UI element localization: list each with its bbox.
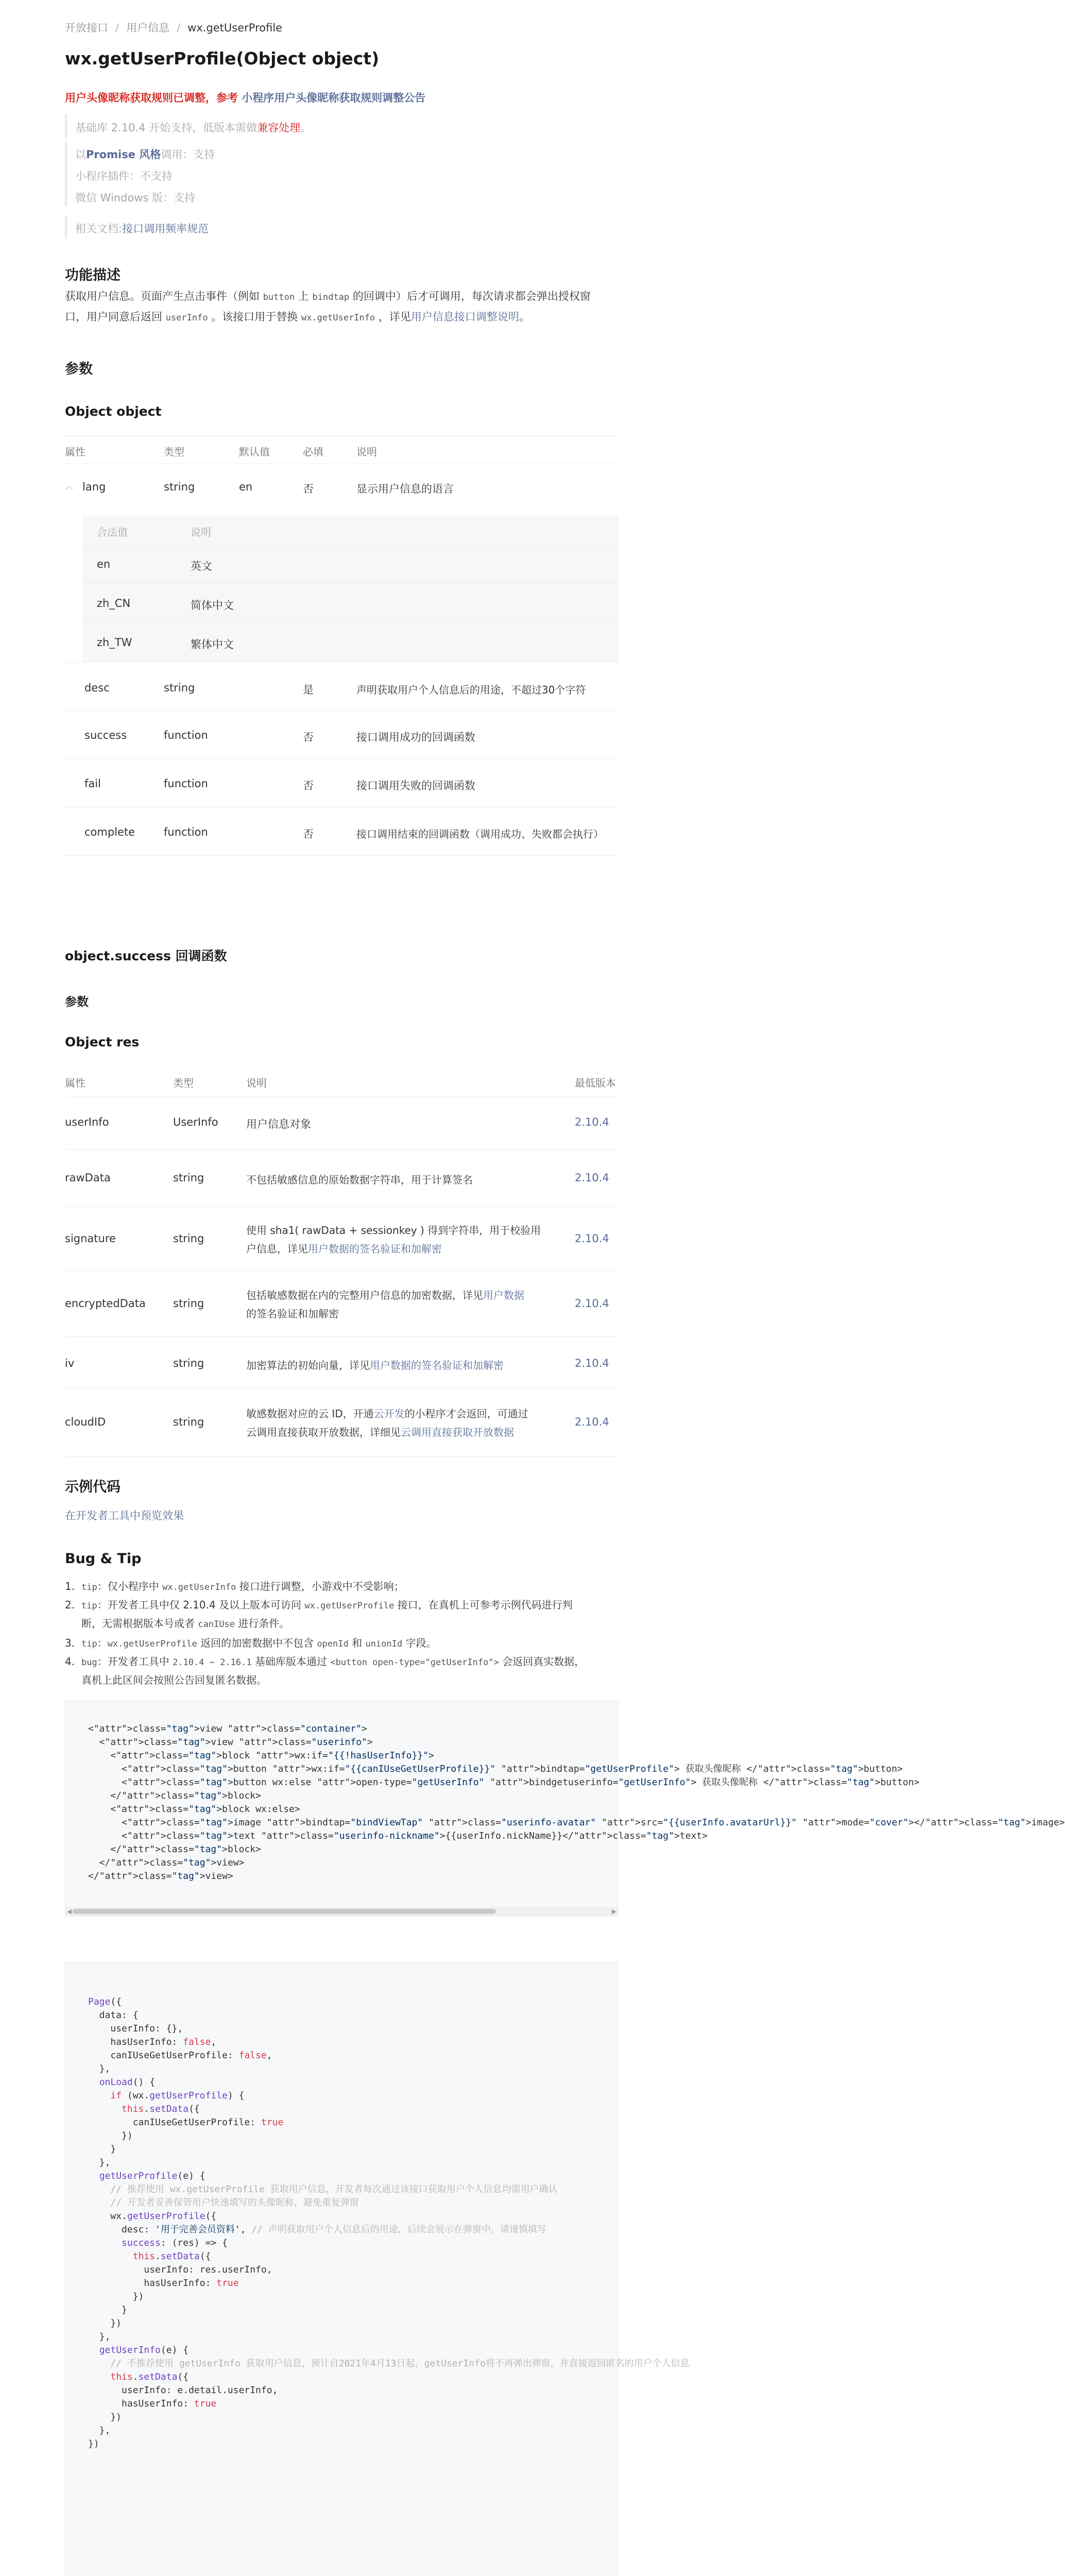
code-line: onLoad() { (99, 2077, 156, 2088)
code-line: }, (88, 2157, 111, 2168)
code-line: } (88, 2144, 116, 2155)
signature-doc-link[interactable]: 用户数据的签名验证和加解密 (370, 1359, 504, 1371)
table-row: en 英文 (82, 545, 619, 584)
code-line: if (wx.getUserProfile) { (110, 2090, 245, 2101)
code-line: // 开发者妥善保管用户快速填写的头像昵称，避免重复弹窗 (110, 2197, 359, 2208)
notice (65, 90, 425, 105)
code-line: success: (res) => { (122, 2238, 228, 2248)
code-line: <"attr">class="tag">block "attr">wx:if="{{!hasUserInfo}}"> (88, 1750, 434, 1761)
code-line: data: { (88, 2010, 139, 2021)
rate-limit-link[interactable]: 接口调用频率规范 (122, 223, 209, 235)
promise-support: 以Promise 风格调用：支持 (75, 148, 215, 161)
code-line: // 推荐使用 wx.getUserProfile 获取用户信息，开发者每次通过该接口获取用户个人信息均需用户确认 (110, 2184, 558, 2195)
code-line: <"attr">class="tag">image "attr">bindtap="bindViewTap" "attr">class="userinfo-avatar" "attr">src="{{userInfo.avatarUrl}}" "attr">mode="cover"></"attr">class="tag">image> (88, 1817, 1065, 1828)
code-line: }) (88, 2318, 122, 2329)
code-line: hasUserInfo: true (88, 2398, 217, 2409)
code-line: }) (88, 2412, 122, 2422)
list-item: 3. tip：wx.getUserProfile 返回的加密数据中不包含 openId 和 unionId 字段。 (65, 1637, 437, 1649)
scroll-left-icon[interactable]: ◀ (67, 1908, 72, 1915)
table-row: rawData string 不包括敏感信息的原始数据字符串，用于计算签名 2.10.4 (65, 1150, 619, 1207)
scroll-right-icon[interactable]: ▶ (611, 1908, 616, 1915)
code-line: }, (88, 2063, 111, 2074)
code-line: }, (88, 2425, 111, 2436)
code-line: hasUserInfo: true (88, 2278, 239, 2289)
js-code (88, 1995, 690, 2451)
table-row: encryptedData string 包括敏感数据在内的完整用户信息的加密数据，详见用户数据 的签名验证和加解密 2.10.4 (65, 1270, 619, 1336)
breadcrumb-current: wx.getUserProfile (187, 22, 283, 34)
code-line: this.setData({ (122, 2104, 200, 2114)
code-line: canIUseGetUserProfile: false, (88, 2050, 272, 2061)
subsection-heading: Object res (65, 1035, 140, 1049)
signature-doc-link[interactable]: 用户数据 (483, 1289, 524, 1301)
compat-link[interactable]: 兼容处理 (257, 122, 301, 134)
table-row: success function 否 接口调用成功的回调函数 (65, 710, 619, 759)
js-code-block[interactable] (65, 1962, 690, 2576)
code-line: this.setData({ (132, 2251, 211, 2262)
code-line: userInfo: e.detail.userInfo, (88, 2385, 278, 2396)
table-row: fail function 否 接口调用失败的回调函数 (65, 759, 619, 807)
table-header: 属性 类型 默认值 必填 说明 (65, 436, 619, 464)
code-line: // 不推荐使用 getUserInfo 获取用户信息，预计自2021年4月13日起，getUserInfo将不再弹出弹窗，并直接返回匿名的用户个人信息 (110, 2358, 690, 2369)
code-line: getUserProfile(e) { (99, 2171, 205, 2181)
signature-doc-link[interactable]: 用户数据的签名验证和加解密 (308, 1243, 442, 1255)
code-line: </"attr">class="tag">view> (88, 1871, 233, 1882)
cloud-call-link[interactable]: 云调用直接获取开放数据 (401, 1426, 514, 1438)
lang-values-table (82, 516, 619, 662)
chevron-up-icon[interactable]: ︿ (65, 481, 74, 491)
adjust-doc-link[interactable]: 用户信息接口调整说明 (410, 311, 519, 323)
code-line: Page({ (88, 1996, 122, 2007)
code-line: <"attr">class="tag">view "attr">class="container"> (88, 1723, 367, 1734)
code-line: <"attr">class="tag">button "attr">wx:if="{{canIUseGetUserProfile}}" "attr">bindtap="getUserProfile"> 获取头像昵称 </"attr">class="tag">button> (88, 1764, 903, 1774)
code-line: <"attr">class="tag">text "attr">class="userinfo-nickname">{{userInfo.nickName}}</"attr">class="tag">text> (88, 1831, 708, 1841)
code-line: hasUserInfo: false, (88, 2037, 217, 2047)
table-row: complete function 否 接口调用结束的回调函数（调用成功、失败都会执行） (65, 807, 619, 856)
section-heading: Bug & Tip (65, 1551, 142, 1567)
breadcrumb-item[interactable]: 开放接口 (65, 22, 108, 34)
list-item: 4. bug：开发者工具中 2.10.4 ~ 2.16.1 基础库版本通过 <button open-type="getUserInfo"> 会返回真实数据， 真机上此区间会按照公告回复匿名数据。 (65, 1655, 585, 1686)
subsection-heading: object.success 回调函数 (65, 948, 227, 963)
base-lib-support: 基础库 2.10.4 开始支持，低版本需做兼容处理。 (75, 122, 312, 134)
quote-bar (65, 142, 67, 206)
table-row: zh_TW 繁体中文 (97, 636, 234, 651)
code-line: this.setData({ (110, 2371, 189, 2382)
res-params-table (65, 1067, 619, 1438)
table-row: cloudID string 敏感数据对应的云 ID，开通云开发的小程序才会返回，可通过 云调用直接获取开放数据，详细见云调用直接获取开放数据 2.10.4 (65, 1388, 619, 1457)
page-title: wx.getUserProfile(Object object) (65, 48, 380, 69)
table-row: desc string 是 声明获取用户个人信息后的用途，不超过30个字符 (65, 662, 619, 710)
promise-link[interactable]: Promise 风格 (86, 148, 161, 161)
wxml-code (88, 1722, 1065, 1883)
subsection-heading: 参数 (65, 995, 89, 1009)
code-line: } (88, 2304, 127, 2315)
code-line: </"attr">class="tag">block> (88, 1844, 261, 1855)
code-line: userInfo: res.userInfo, (88, 2264, 272, 2275)
code-line: }) (88, 2291, 144, 2302)
preview-in-devtools-link[interactable]: 在开发者工具中预览效果 (65, 1510, 184, 1522)
table-row: signature string 使用 sha1( rawData + sessionkey ) 得到字符串，用于校验用 户信息，详见用户数据的签名验证和加解密 2.10.4 (65, 1207, 619, 1270)
code-line: wx.getUserProfile({ (88, 2211, 217, 2222)
table-row: zh_CN 简体中文 (82, 584, 619, 623)
quote-bar (65, 215, 67, 239)
plugin-support: 小程序插件：不支持 (75, 170, 173, 182)
cloud-dev-link[interactable]: 云开发 (373, 1408, 405, 1420)
breadcrumb-item[interactable]: 用户信息 (126, 22, 170, 34)
list-item: 1. tip：仅小程序中 wx.getUserInfo 接口进行调整，小游戏中不受影响； (65, 1580, 404, 1592)
code-line: }, (88, 2331, 111, 2342)
signature-doc-link[interactable]: 的签名验证和加解密 (246, 1308, 339, 1320)
table-header: 属性 类型 说明 最低版本 (65, 1067, 619, 1096)
code-line: <"attr">class="tag">view "attr">class="userinfo"> (88, 1737, 373, 1748)
section-heading: 参数 (65, 361, 93, 377)
table-row: userInfo UserInfo 用户信息对象 2.10.4 (65, 1096, 619, 1150)
list-item: 2. tip：开发者工具中仅 2.10.4 及以上版本可访问 wx.getUserProfile 接口，在真机上可参考示例代码进行判 断，无需根据版本号或者 canIUse 进行条件。 (65, 1599, 573, 1630)
object-params-table (65, 436, 619, 900)
code-line: canIUseGetUserProfile: true (88, 2117, 284, 2128)
code-line: </"attr">class="tag">view> (88, 1857, 245, 1868)
scrollbar-thumb[interactable] (73, 1909, 496, 1914)
table-header: 合法值 说明 (82, 516, 619, 545)
code-line: }) (88, 2438, 99, 2449)
userinfo-type-link[interactable]: UserInfo (173, 1116, 218, 1128)
related-docs: 相关文档:接口调用频率规范 (75, 223, 209, 235)
code-line: <"attr">class="tag">button wx:else "attr">open-type="getUserInfo" "attr">bindgetuserinfo="getUserInfo"> 获取头像昵称 </"attr">class="tag">button> (88, 1777, 920, 1788)
windows-support: 微信 Windows 版：支持 (75, 192, 196, 204)
section-heading: 功能描述 (65, 267, 121, 283)
wxml-code-block[interactable] (65, 1700, 1065, 1917)
quote-bar (65, 114, 67, 138)
code-line: </"attr">class="tag">block> (88, 1790, 261, 1801)
code-line: desc: '用于完善会员资料', // 声明获取用户个人信息后的用途，后续会展示在弹窗中，请谨慎填写 (88, 2224, 546, 2235)
section-heading: 示例代码 (65, 1479, 121, 1495)
table-row[interactable]: ︿ lang string en 否 显示用户信息的语言 (65, 481, 454, 495)
function-description: 获取用户信息。页面产生点击事件（例如 button 上 bindtap 的回调中）后才可调用，每次请求都会弹出授权窗 口，用户同意后返回 userInfo 。该接口用于替换 wx.getUserInfo ，详见用户信息接口调整说明。 (65, 290, 591, 323)
notice-link[interactable]: 小程序用户头像昵称获取规则调整公告 (242, 92, 426, 104)
table-row: iv string 加密算法的初始向量，详见用户数据的签名验证和加解密 2.10.4 (65, 1336, 619, 1388)
code-line: }) (88, 2130, 133, 2141)
code-line: userInfo: {}, (88, 2023, 183, 2034)
code-line: getUserInfo(e) { (99, 2345, 189, 2355)
notice-text: 用户头像昵称获取规则已调整，参考 (65, 92, 238, 104)
breadcrumb: 开放接口 / 用户信息 / wx.getUserProfile (65, 22, 283, 34)
code-line: <"attr">class="tag">block wx:else> (88, 1804, 300, 1815)
horizontal-scrollbar[interactable] (65, 1907, 618, 1916)
subsection-heading: Object object (65, 404, 162, 419)
